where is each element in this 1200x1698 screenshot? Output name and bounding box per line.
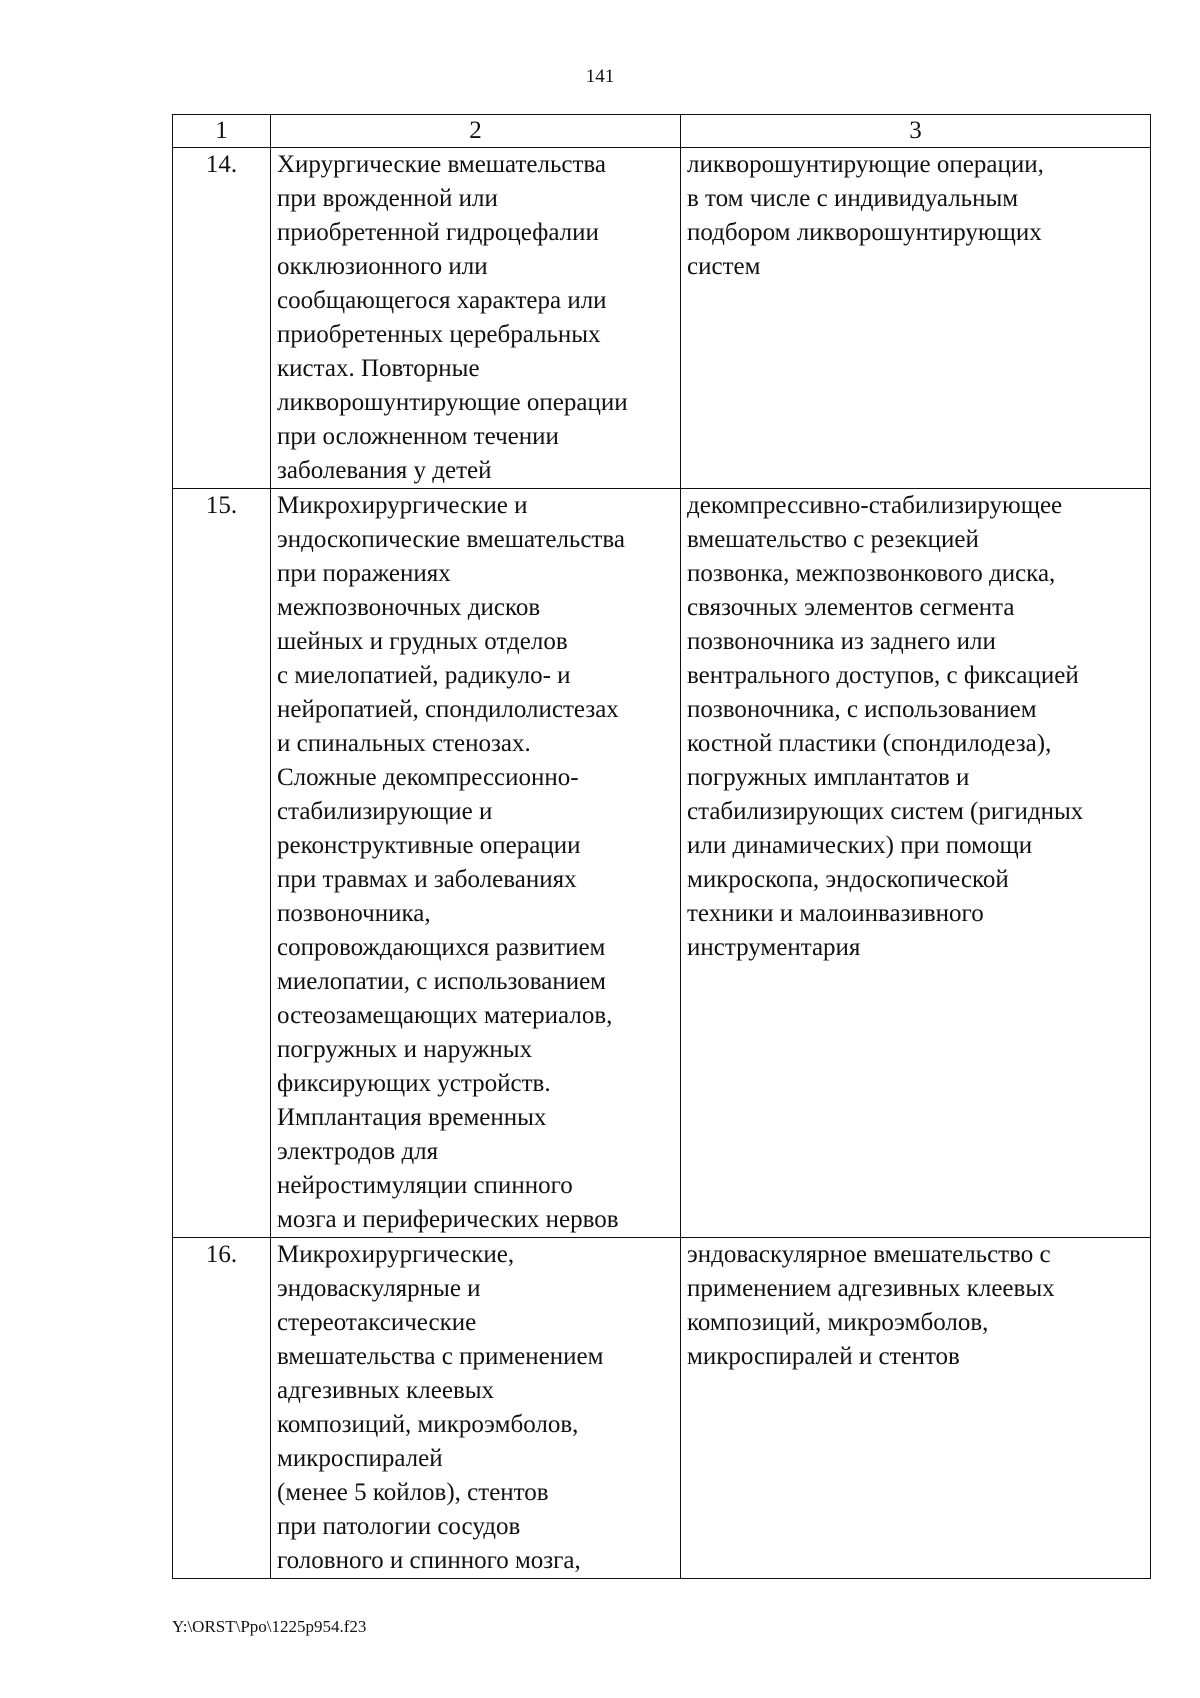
table-row xyxy=(173,148,1151,489)
header-col-2: 2 xyxy=(271,115,681,148)
row-number: 15. xyxy=(173,489,271,1238)
row-number: 14. xyxy=(173,148,271,489)
row-number: 16. xyxy=(173,1238,271,1579)
table-body xyxy=(173,148,1151,1579)
header-col-3: 3 xyxy=(681,115,1151,148)
row-description: Хирургические вмешательства при врожденной или приобретенной гидроцефалии окклюзионного или сообщающегося характера или приобретенных церебральных кистах. Повторные ликворошунтирующие операции при осложненном течении заболевания у детей xyxy=(271,148,681,489)
page-number: 141 xyxy=(585,66,615,87)
header-row xyxy=(173,115,1151,148)
table-row xyxy=(173,1238,1151,1579)
row-description: Микрохирургические, эндоваскулярные и стереотаксические вмешательства с применением адгезивных клеевых композиций, микроэмболов, микроспиралей (менее 5 койлов), стентов при патологии сосудов головного и спинного мозга, xyxy=(271,1238,681,1579)
row-method: декомпрессивно-стабилизирующее вмешательство с резекцией позвонка, межпозвонкового диска, связочных элементов сегмента позвоночника из заднего или вентрального доступов, с фиксацией позвоночника, с использованием костной пластики (спондилодеза), погружных имплантатов и стабилизирующих систем (ригидных или динамических) при помощи микроскопа, эндоскопической техники и малоинвазивного инструментария xyxy=(681,489,1151,1238)
row-method: эндоваскулярное вмешательство с применением адгезивных клеевых композиций, микроэмболов, микроспиралей и стентов xyxy=(681,1238,1151,1579)
row-description: Микрохирургические и эндоскопические вмешательства при поражениях межпозвоночных дисков шейных и грудных отделов с миелопатией, радикуло- и нейропатией, спондилолистезах и спинальных стенозах. Сложные декомпрессионно- стабилизирующие и реконструктивные операции при травмах и заболеваниях позвоночника, сопровождающихся развитием миелопатии, с использованием остеозамещающих материалов, погружных и наружных фиксирующих устройств. Имплантация временных электродов для нейростимуляции спинного мозга и периферических нервов xyxy=(271,489,681,1238)
table-row xyxy=(173,489,1151,1238)
table-header xyxy=(173,115,1151,148)
footer-file-path: Y:\ORST\Ppo\1225p954.f23 xyxy=(172,1617,367,1636)
row-method: ликворошунтирующие операции, в том числе с индивидуальным подбором ликворошунтирующих систем xyxy=(681,148,1151,489)
document-table xyxy=(172,114,1151,1579)
header-col-1: 1 xyxy=(173,115,271,148)
